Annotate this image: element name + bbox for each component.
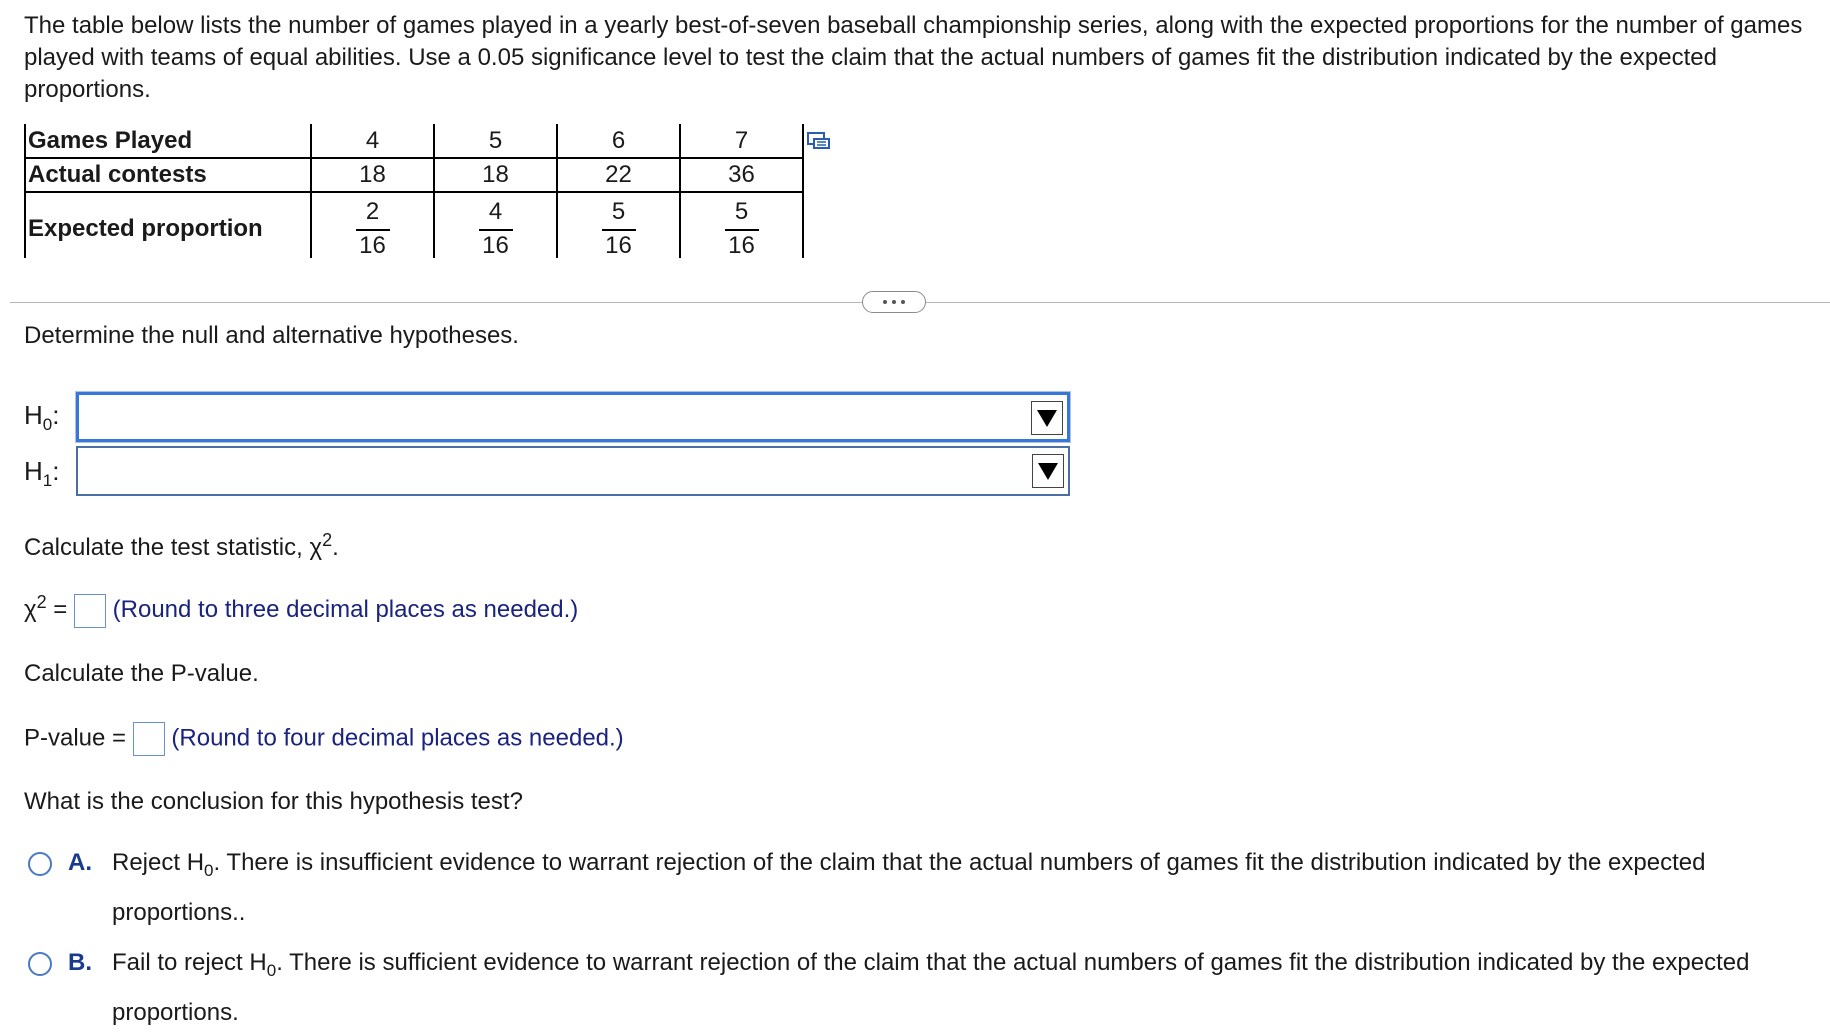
- fraction-numerator: 4: [488, 197, 503, 225]
- option-letter: B.: [68, 949, 92, 976]
- option-text: [112, 942, 1812, 1034]
- option-text: [112, 842, 1812, 934]
- h0-letter: H: [24, 400, 43, 430]
- fraction-cell: [680, 192, 803, 258]
- fraction: [479, 197, 513, 259]
- option-text-rest: . There is sufficient evidence to warrant rejection of the claim that the actual numbers of games fit the distribution indicated by the expected proportions.: [112, 949, 1750, 1026]
- pvalue-prompt: Calculate the P-value.: [24, 660, 259, 687]
- table-cell: 5: [434, 124, 557, 158]
- table-row: [25, 192, 803, 258]
- test-statistic-input[interactable]: [74, 594, 106, 628]
- h1-subscript: 1: [42, 471, 53, 491]
- row-label-expected-proportion: Expected proportion: [25, 192, 311, 258]
- table-cell: 18: [311, 158, 434, 192]
- row-label-games-played: Games Played: [25, 124, 311, 158]
- chi-square-superscript: 2: [36, 592, 47, 612]
- dropdown-arrow-icon[interactable]: [1032, 454, 1064, 488]
- fraction: [602, 197, 636, 259]
- copy-data-icon[interactable]: [806, 130, 832, 152]
- pvalue-row: [24, 722, 624, 756]
- rounding-hint: (Round to three decimal places as needed.): [112, 596, 579, 623]
- fraction-denominator: 16: [482, 231, 509, 259]
- more-button[interactable]: [862, 291, 926, 313]
- table-cell: 36: [680, 158, 803, 192]
- prompt-period: .: [332, 534, 339, 561]
- option-a[interactable]: [28, 842, 1808, 932]
- pvalue-input[interactable]: [133, 722, 165, 756]
- fraction-denominator: 16: [728, 231, 755, 259]
- hypotheses-prompt: [24, 322, 519, 356]
- table-row: [25, 124, 803, 158]
- fraction-cell: [311, 192, 434, 258]
- h0-subscript: 0: [266, 960, 277, 980]
- question-intro: The table below lists the number of games played in a yearly best-of-seven baseball championship series, along with the expected proportions for the number of games played with teams of equal abilities. Use a 0.05 significance level to test the claim that the actual numbers of games fit the distribution indicated by the expected proportions.: [24, 12, 1803, 103]
- h1-dropdown[interactable]: [76, 446, 1070, 496]
- dot-icon: [883, 300, 887, 304]
- fraction-bar: [356, 229, 390, 231]
- fraction-numerator: 5: [611, 197, 626, 225]
- data-table: [24, 124, 804, 258]
- test-statistic-prompt-text: Calculate the test statistic, χ: [24, 534, 323, 561]
- table-cell: 18: [434, 158, 557, 192]
- radio-button[interactable]: [28, 952, 52, 976]
- hypotheses-prompt-text: Determine the null and alternative hypotheses.: [24, 322, 519, 349]
- table-cell: 6: [557, 124, 680, 158]
- table-cell: 22: [557, 158, 680, 192]
- row-label-actual-contests: Actual contests: [25, 158, 311, 192]
- dropdown-arrow-icon[interactable]: [1031, 401, 1063, 435]
- dot-icon: [892, 300, 896, 304]
- fraction-bar: [479, 229, 513, 231]
- fraction-numerator: 5: [734, 197, 749, 225]
- h1-letter: H: [24, 456, 43, 486]
- fraction-cell: [434, 192, 557, 258]
- h0-label: [24, 400, 59, 435]
- fraction: [356, 197, 390, 259]
- h0-colon: :: [52, 400, 60, 430]
- radio-button[interactable]: [28, 852, 52, 876]
- dot-icon: [901, 300, 905, 304]
- option-text-rest: . There is insufficient evidence to warrant rejection of the claim that the actual numbers of games fit the distribution indicated by the expected proportions..: [112, 849, 1706, 926]
- test-statistic-prompt: [24, 530, 339, 562]
- table-cell: 7: [680, 124, 803, 158]
- fraction-bar: [725, 229, 759, 231]
- option-text-start: Reject H: [112, 849, 205, 876]
- table-cell: 4: [311, 124, 434, 158]
- fraction: [725, 197, 759, 259]
- conclusion-prompt: What is the conclusion for this hypothesis test?: [24, 788, 523, 815]
- h1-label: [24, 456, 59, 491]
- fraction-bar: [602, 229, 636, 231]
- fraction-cell: [557, 192, 680, 258]
- fraction-numerator: 2: [365, 197, 380, 225]
- chi-symbol: χ: [24, 596, 37, 623]
- chi-square-superscript: 2: [322, 530, 333, 550]
- fraction-denominator: 16: [359, 231, 386, 259]
- h0-subscript: 0: [204, 860, 214, 880]
- option-letter: A.: [68, 849, 92, 876]
- equals-sign: =: [53, 596, 68, 623]
- rounding-hint: (Round to four decimal places as needed.): [171, 724, 624, 752]
- pvalue-label: P-value =: [24, 724, 127, 752]
- fraction-denominator: 16: [605, 231, 632, 259]
- h0-subscript: 0: [42, 415, 53, 435]
- h1-colon: :: [52, 456, 60, 486]
- table-row: [25, 158, 803, 192]
- option-b[interactable]: [28, 942, 1808, 1026]
- test-statistic-row: [24, 592, 578, 628]
- option-text-start: Fail to reject H: [112, 949, 267, 976]
- h0-dropdown[interactable]: [76, 392, 1070, 442]
